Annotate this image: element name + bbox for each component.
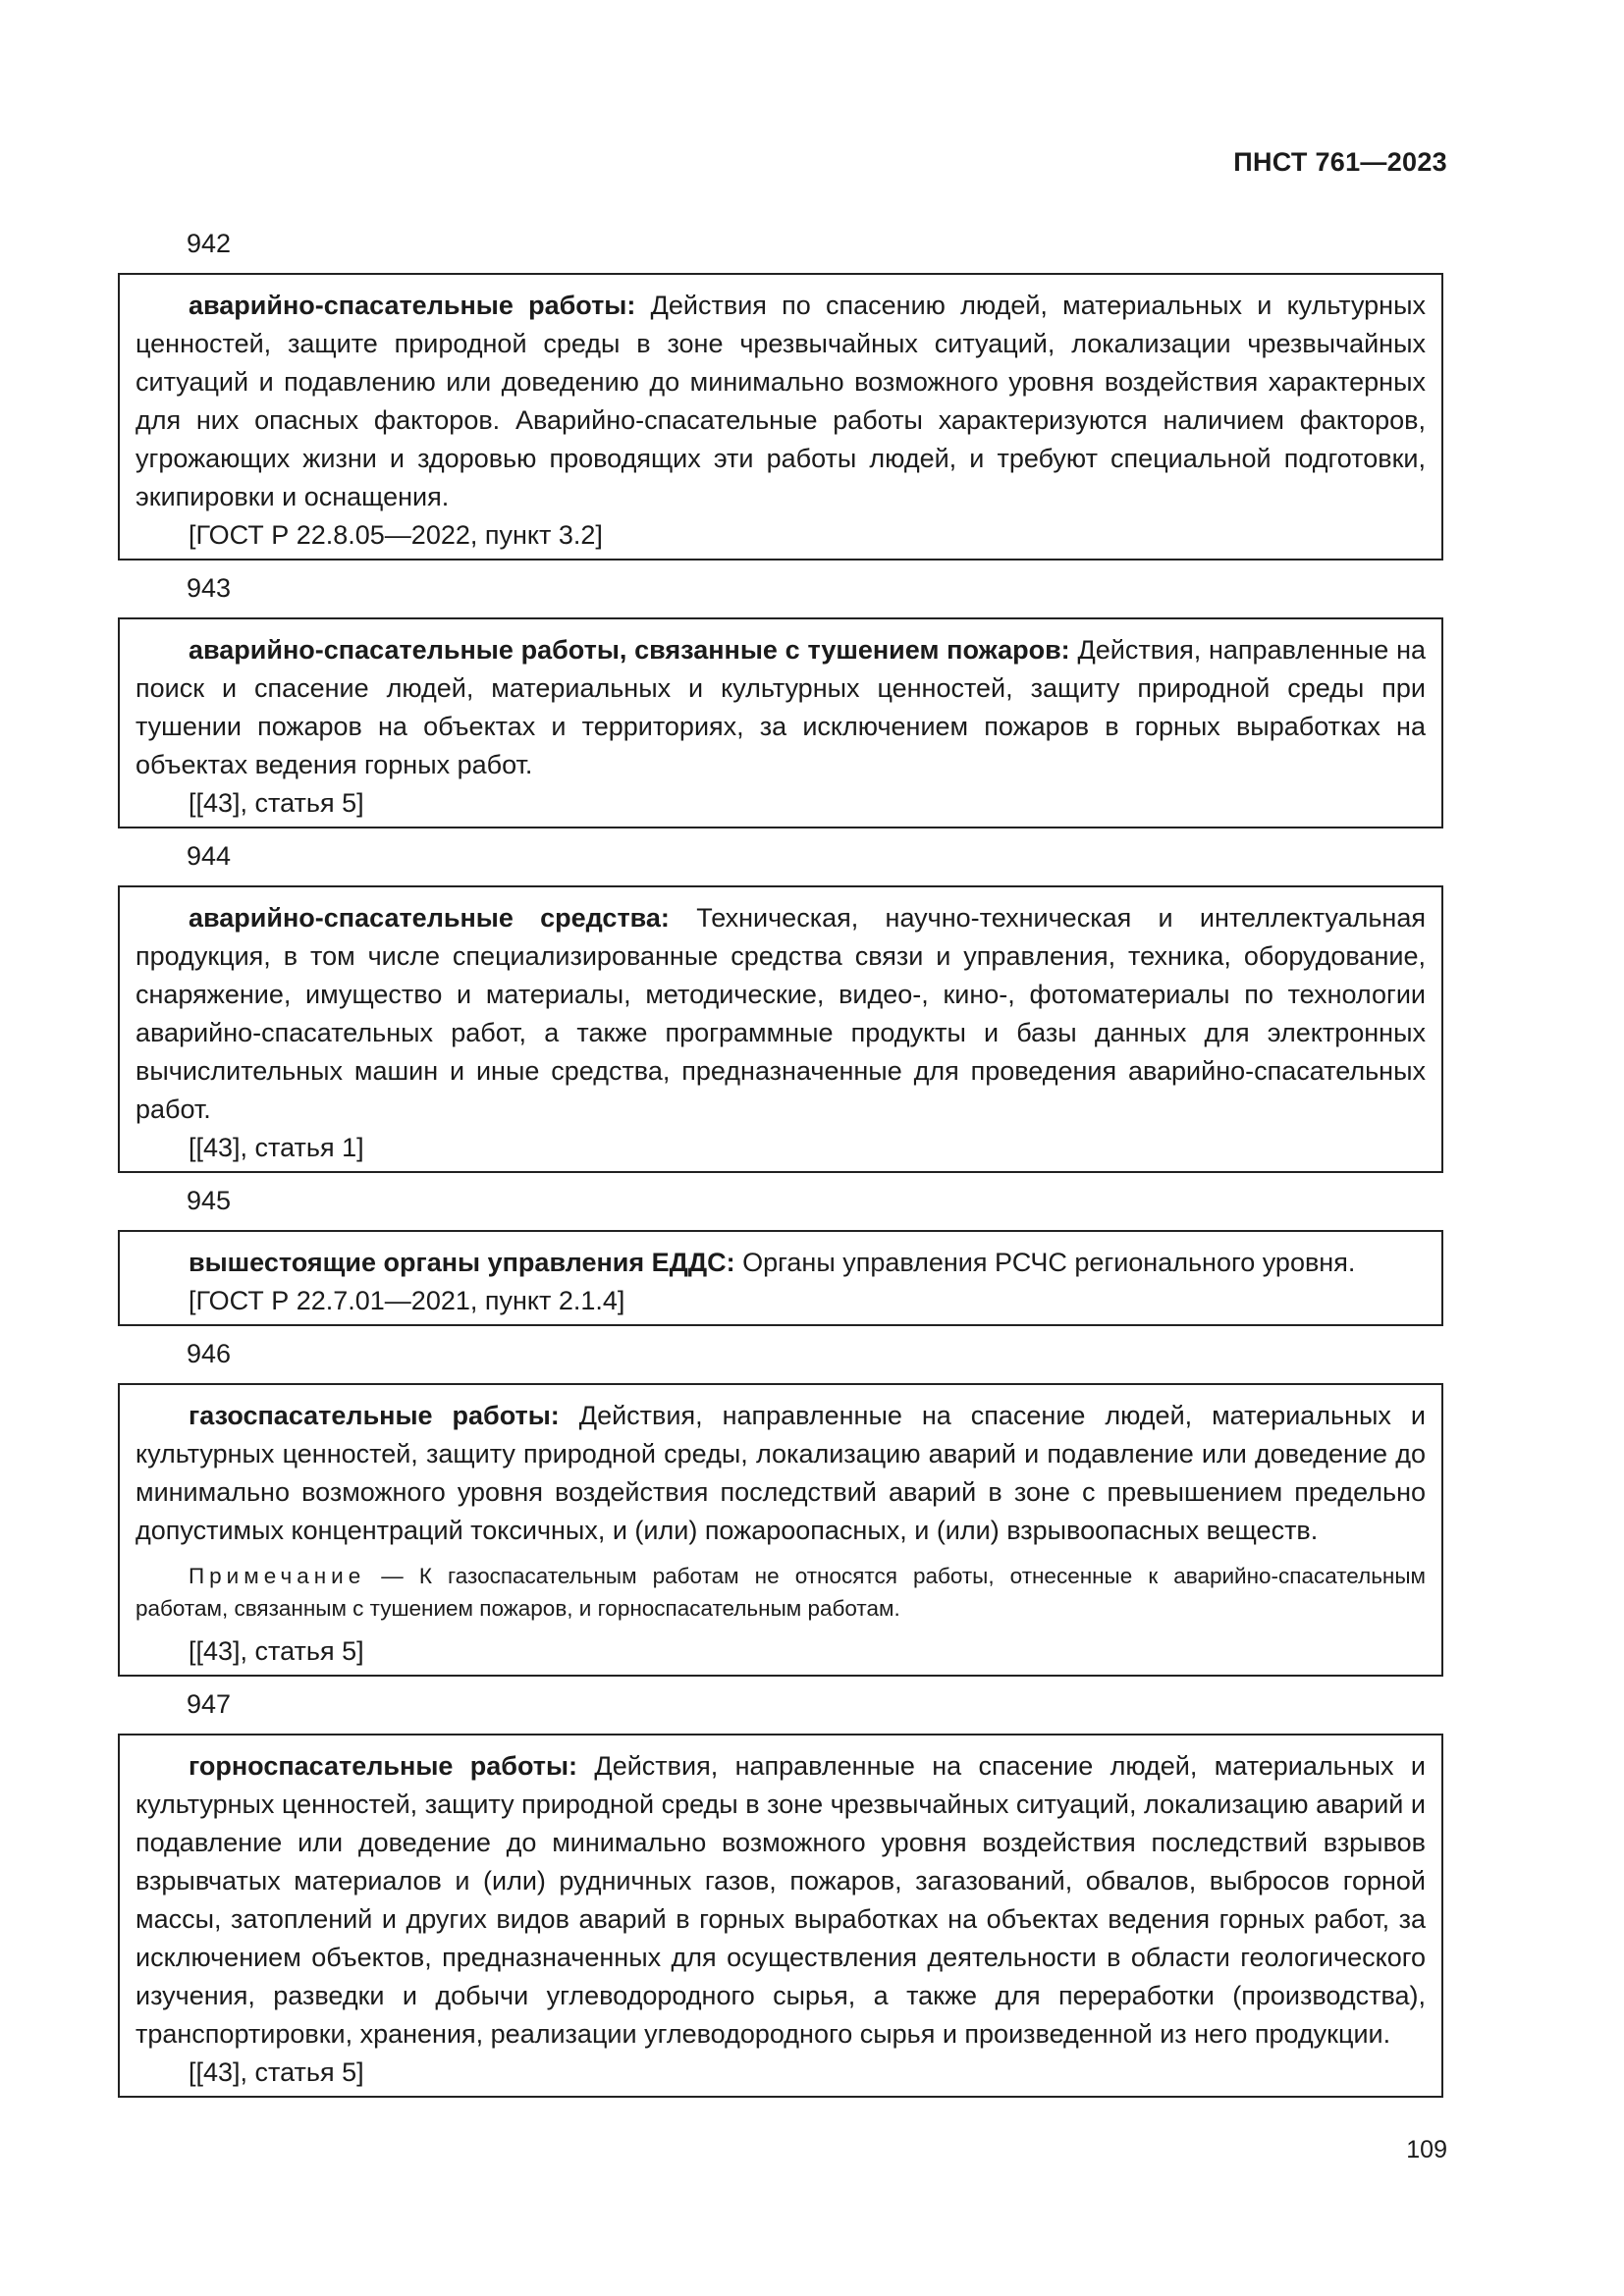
source-reference: [[43], статья 5] (189, 788, 364, 818)
page-number: 109 (1406, 2136, 1447, 2163)
entry-number: 947 (187, 1689, 232, 1719)
source-reference: [ГОСТ Р 22.7.01—2021, пункт 2.1.4] (189, 1286, 625, 1315)
document-code: ПНСТ 761—2023 (1233, 147, 1447, 177)
term-entry-box (118, 1383, 1443, 1677)
source-reference: [[43], статья 5] (189, 2057, 364, 2087)
term-entry-box (118, 1230, 1443, 1326)
definition: Действия, направленные на спасение людей, материальных и культурных ценностей, защиту природной среды в зоне чрезвычайных ситуаций, локализацию аварий и подавление или доведение до минимально возможного уровня воздействия последствий взрывов взрывчатых материалов и (или) рудничных газов, пожаров, загазований, обвалов, выбросов горной массы, затоплений и других видов аварий в горных выработках на объектах ведения горных работ, за исключением объектов, предназначенных для осуществления деятельности в области геологического изучения, разведки и добычи углеводородного сырья, а также для переработки (производства), транспортировки, хранения, реализации углеводородного сырья и произведенной из него продукции. (135, 1751, 1426, 2049)
entry-number: 943 (187, 573, 232, 603)
term: вышестоящие органы управления ЕДДС: (189, 1248, 735, 1277)
term: аварийно-спасательные работы: (189, 291, 636, 320)
entry-number: 946 (187, 1339, 232, 1368)
term: горноспасательные работы: (189, 1751, 578, 1781)
entry-number: 944 (187, 841, 232, 871)
entry-number: 942 (187, 229, 232, 258)
source-reference: [[43], статья 1] (189, 1133, 364, 1162)
definition: Органы управления РСЧС регионального уровня. (742, 1248, 1356, 1277)
term: газоспасательные работы: (189, 1401, 560, 1430)
definition: Действия по спасению людей, материальных и культурных ценностей, защите природной среды в зоне чрезвычайных ситуаций, локализации чрезвычайных ситуаций и подавлению или доведению до минимально возможного уровня воздействия характерных для них опасных факторов. Аварийно-спасательные работы характеризуются наличием факторов, угрожающих жизни и здоровью проводящих эти работы людей, и требуют специальной подготовки, экипировки и оснащения. (135, 291, 1426, 511)
source-reference: [ГОСТ Р 22.8.05—2022, пункт 3.2] (189, 520, 603, 550)
definition: Действия, направленные на спасение людей, материальных и культурных ценностей, защиту природной среды, локализацию аварий и подавление или доведение до минимально возможного уровня воздействия последствий аварий в зоне с превышением предельно допустимых концентраций токсичных, и (или) пожароопасных, и (или) взрывоопасных веществ. (135, 1401, 1426, 1545)
term-paragraph (135, 631, 1426, 784)
source-reference: [[43], статья 5] (189, 1636, 364, 1666)
definition: Техническая, научно-техническая и интеллектуальная продукция, в том числе специализированные средства связи и управления, техника, оборудование, снаряжение, имущество и материалы, методические, видео-, кино-, фотоматериалы по технологии аварийно-спасательных работ, а также программные продукты и базы данных для электронных вычислительных машин и иные средства, предназначенные для проведения аварийно-спасательных работ. (135, 903, 1426, 1124)
term-entry-box (118, 885, 1443, 1173)
term: аварийно-спасательные работы, связанные с тушением пожаров: (189, 635, 1070, 665)
note-label: Примечание (189, 1564, 366, 1588)
term-paragraph (135, 899, 1426, 1129)
term: аварийно-спасательные средства: (189, 903, 670, 933)
term-paragraph (135, 1397, 1426, 1550)
note (135, 1560, 1426, 1625)
term-entry-box (118, 617, 1443, 828)
definition: Действия, направленные на поиск и спасение людей, материальных и культурных ценностей, защиту природной среды при тушении пожаров на объектах и территориях, за исключением пожаров в горных выработках на объектах ведения горных работ. (135, 635, 1427, 779)
term-entries (118, 222, 1443, 2098)
term-entry-box (118, 1734, 1443, 2098)
entry-number: 945 (187, 1186, 232, 1215)
term-entry-box (118, 273, 1443, 561)
term-paragraph (135, 1244, 1426, 1282)
note-text: — К газоспасательным работам не относятся работы, отнесенные к аварийно-спасательным работам, связанным с тушением пожаров, и горноспасательным работам. (135, 1564, 1426, 1621)
term-paragraph (135, 1747, 1426, 2054)
term-paragraph (135, 287, 1426, 516)
